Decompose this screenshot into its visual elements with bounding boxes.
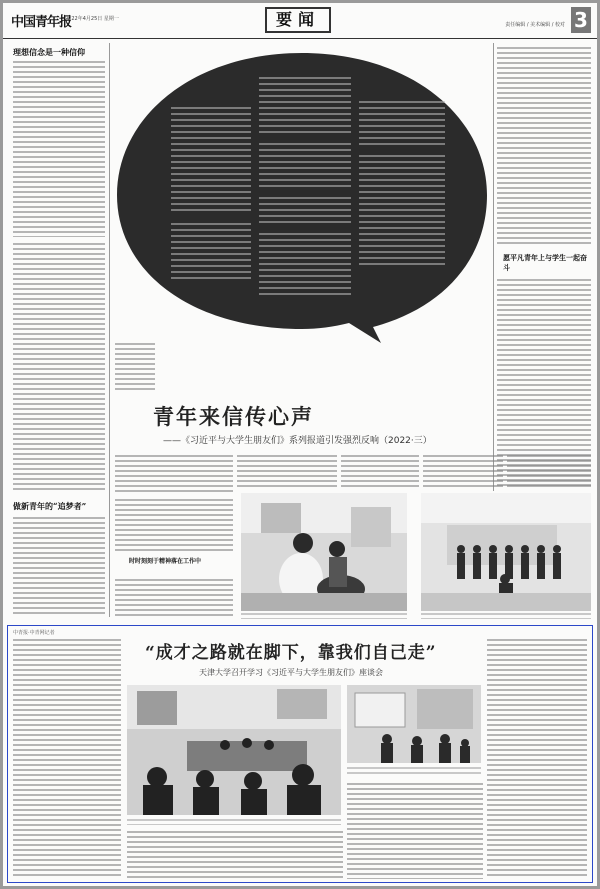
center-text-col-3 — [341, 455, 419, 489]
photo-presentation — [347, 685, 481, 763]
section-tag: 中青报·中青网记者 — [13, 630, 55, 636]
bottom-headline: “成才之路就在脚下，靠我们自己走” — [145, 643, 437, 663]
right-text-col-5 — [507, 455, 591, 489]
dateline: 2022年4月25日 星期一 — [65, 16, 119, 22]
photo-classroom — [241, 493, 407, 611]
mid-article-text-top — [115, 499, 233, 553]
mid-article-text — [115, 579, 233, 617]
center-text-col-1 — [115, 455, 233, 495]
mid-article-title: 时时刻刻于精神落在工作中 — [129, 558, 202, 565]
column-rule-right — [493, 43, 494, 491]
bottom-center-text — [127, 831, 343, 879]
masthead — [3, 3, 597, 39]
left-lower-text — [13, 517, 105, 617]
left-article-title: 理想信念是一种信仰 — [13, 47, 85, 57]
column-rule-left — [109, 43, 110, 617]
mid-left-text — [115, 343, 155, 391]
photo-caption-presentation — [347, 767, 481, 777]
right-article-text — [497, 47, 591, 247]
photo-group — [421, 493, 591, 611]
main-subhead: ——《习近平与大学生朋友们》系列报道引发强烈反响（2022·三） — [163, 436, 432, 446]
newspaper-logo: 中国青年报 — [11, 15, 72, 30]
newspaper-page — [3, 3, 597, 886]
right-article-title: 愿平凡青年上与学生一起奋斗 — [503, 253, 587, 272]
left-lower-title: 做新青年的“追梦者” — [13, 501, 87, 511]
photo-meeting — [127, 685, 341, 815]
photo-caption-left — [241, 613, 407, 619]
left-article-text — [13, 61, 105, 237]
photo-caption-right — [421, 613, 591, 619]
bottom-subhead: 天津大学召开学习《习近平与大学生朋友们》座谈会 — [199, 668, 383, 677]
main-headline: 青年来信传心声 — [153, 404, 314, 429]
center-text-col-2 — [237, 455, 337, 489]
left-article-text-2 — [13, 243, 105, 493]
page-number: 3 — [571, 7, 591, 33]
editors-line: 责任编辑 / 美术编辑 / 校对 — [505, 22, 565, 28]
bottom-center-text-right — [347, 783, 483, 879]
section-title: 要闻 — [265, 7, 331, 33]
bottom-left-text — [13, 639, 121, 879]
speech-bubble-graphic — [111, 47, 493, 343]
bottom-right-text — [487, 639, 587, 879]
center-text-col-4 — [423, 455, 503, 489]
photo-caption-meeting — [127, 819, 341, 825]
